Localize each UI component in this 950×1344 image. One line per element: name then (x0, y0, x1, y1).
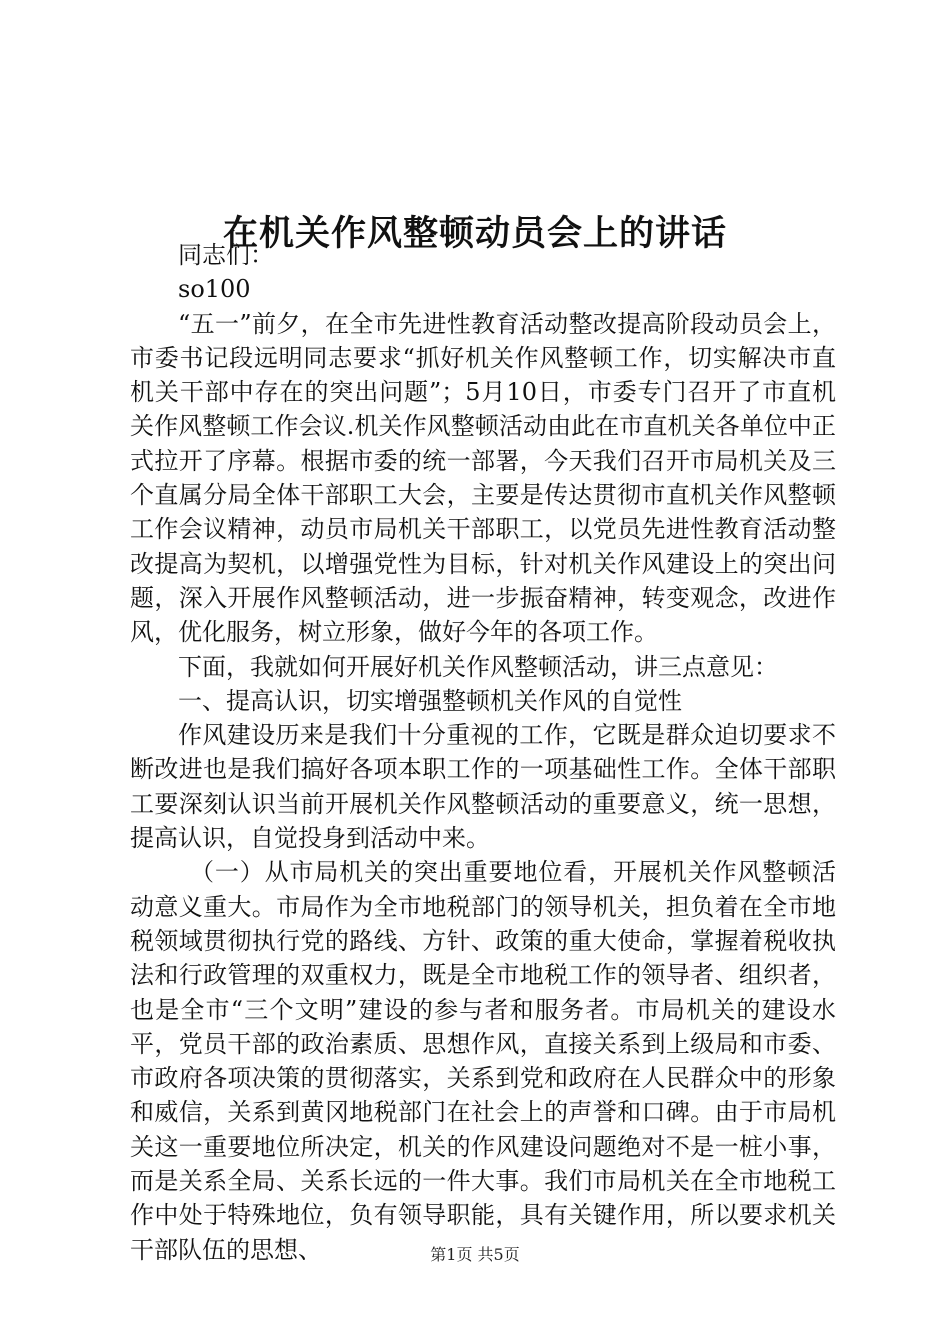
paragraph: so100 (178, 275, 251, 304)
section-heading: 一、提高认识，切实增强整顿机关作风的自觉性 (178, 686, 682, 715)
paragraph: 作风建设历来是我们十分重视的工作，它既是群众迫切要求不断改进也是我们搞好各项本职工作的一项基础性工作。全体干部职工要深刻认识当前开展机关作风整顿活动的重要意义，统一思想，提高认识，自觉投身到活动中来。 (130, 721, 836, 853)
document-title: 在机关作风整顿动员会上的讲话 (222, 213, 727, 255)
paragraph: “五一”前夕，在全市先进性教育活动整改提高阶段动员会上，市委书记段远明同志要求“抓好机关作风整顿工作，切实解决市直机关干部中存在的突出问题”；5月10日，市委专门召开了市直机关作风整顿工作会议.机关作风整顿活动由此在市直机关各单位中正式拉开了序幕。根据市委的统一部署，今天我们召开市局机关及三个直属分局全体干部职工大会，主要是传达贯彻市直机关作风整顿工作会议精神，动员市局机关干部职工，以党员先进性教育活动整改提高为契机，以增强党性为目标，针对机关作风建设上的突出问题，深入开展作风整顿活动，进一步振奋精神，转变观念，改进作风，优化服务，树立形象，做好今年的各项工作。 (130, 309, 836, 647)
paragraph: 下面，我就如何开展好机关作风整顿活动，讲三点意见： (178, 652, 778, 681)
salutation: 同志们： (178, 241, 274, 269)
document-body (130, 238, 836, 1267)
paragraph: （一）从市局机关的突出重要地位看，开展机关作风整顿活动意义重大。市局作为全市地税部门的领导机关，担负着在全市地税领域贯彻执行党的路线、方针、政策的重大使命，掌握着税收执法和行政管理的双重权力，既是全市地税工作的领导者、组织者，也是全市“三个文明”建设的参与者和服务者。市局机关的建设水平，党员干部的政治素质、思想作风，直接关系到上级局和市委、市政府各项决策的贯彻落实，关系到党和政府在人民群众中的形象和威信，关系到黄冈地税部门在社会上的声誉和口碑。由于市局机关这一重要地位所决定，机关的作风建设问题绝对不是一桩小事，而是关系全局、关系长远的一件大事。我们市局机关在全市地税工作中处于特殊地位，负有领导职能，具有关键作用，所以要求机关干部队伍的思想、 (130, 858, 836, 1264)
page-footer: 第1页 共5页 (430, 1245, 520, 1264)
